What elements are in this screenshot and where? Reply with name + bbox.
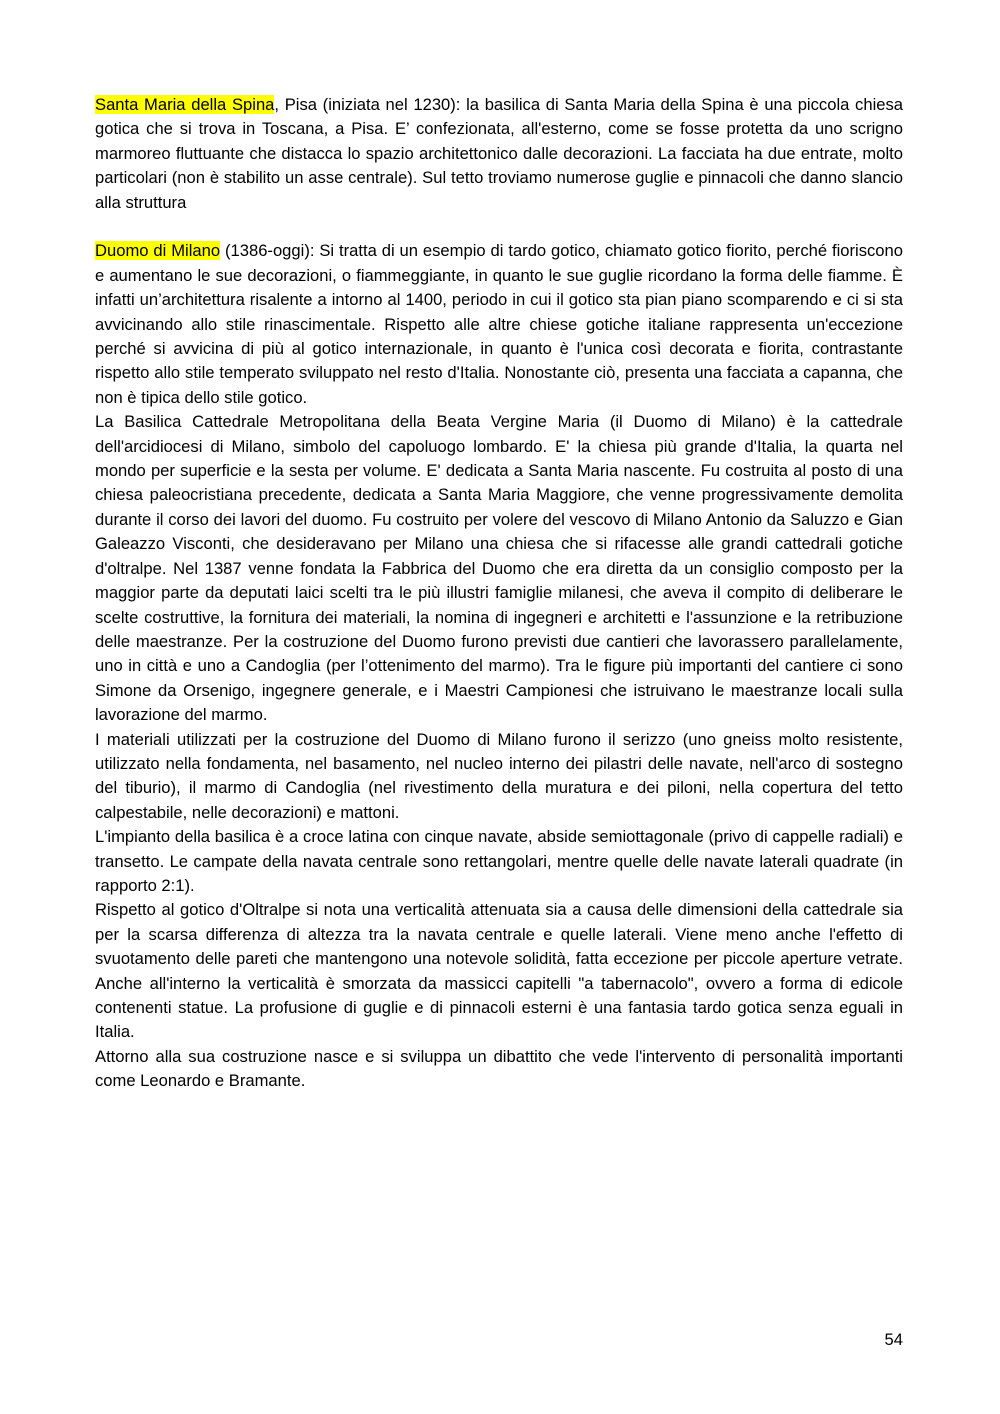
paragraph-impianto: L'impianto della basilica è a croce latina con cinque navate, abside semiottagonale (privo di cappelle radiali) e transetto. Le campate della navata centrale sono rettangolari, mentre quelle delle navate laterali quadrate (in rapporto 2:1). [95, 827, 903, 895]
highlighted-term: Santa Maria della Spina [95, 95, 275, 114]
document-body [95, 93, 903, 1094]
paragraph-santa-maria-della-spina [95, 93, 903, 215]
paragraph-text: (1386-oggi): Si tratta di un esempio di tardo gotico, chiamato gotico fiorito, perché fioriscono e aumentano le sue decorazioni, o fiammeggiante, in quanto le sue guglie ricordano la forma delle fiamme. È infatti un’architettura risalente a intorno al 1400, periodo in cui il gotico sta pian piano scomparendo e ci si sta avvicinando allo stile rinascimentale. Rispetto alle altre chiese gotiche italiane rappresenta un'eccezione perché si avvicina di più al gotico internazionale, in quanto è l'unica così decorata e fiorita, contrastante rispetto allo stile temperato sviluppato nel resto d'Italia. Nonostante ciò, presenta una facciata a capanna, che non è tipica dello stile gotico. [95, 241, 903, 407]
paragraph-duomo-di-milano [95, 239, 903, 410]
paragraph-verticalita: Rispetto al gotico d'Oltralpe si nota una verticalità attenuata sia a causa delle dimensioni della cattedrale sia per la scarsa differenza di altezza tra la navata centrale e quelle laterali. Viene meno anche l'effetto di svuotamento delle pareti che mantengono una notevole solidità, fatta eccezione per piccole aperture vetrate. Anche all'interno la verticalità è smorzata da massicci capitelli "a tabernacolo", ovvero a forma di edicole contenenti statue. La profusione di guglie e di pinnacoli esterni è una fantasia tardo gotica senza eguali in Italia. [95, 900, 903, 1042]
highlighted-term: Duomo di Milano [95, 241, 221, 261]
paragraph-spacer [95, 215, 903, 239]
paragraph-text: , Pisa (iniziata nel 1230): la basilica di Santa Maria della Spina è una piccola chiesa gotica che si trova in Toscana, a Pisa. E’ confezionata, all'esterno, come se fosse protetta da uno scrigno marmoreo fluttuante che distacca lo spazio architettonico dalle decorazioni. La facciata ha due entrate, molto particolari (non è stabilito un asse centrale). Sul tetto troviamo numerose guglie e pinnacoli che danno slancio alla struttura [95, 95, 904, 212]
paragraph-basilica-cattedrale: La Basilica Cattedrale Metropolitana della Beata Vergine Maria (il Duomo di Milano) è la cattedrale dell'arcidiocesi di Milano, simbolo del capoluogo lombardo. E' la chiesa più grande d'Italia, la quarta nel mondo per superficie e la sesta per volume. E' dedicata a Santa Maria nascente. Fu costruita al posto di una chiesa paleocristiana precedente, dedicata a Santa Maria Maggiore, che venne progressivamente demolita durante il corso dei lavori del duomo. Fu costruito per volere del vescovo di Milano Antonio da Saluzzo e Gian Galeazzo Visconti, che desideravano per Milano una chiesa che si rifacesse alle grandi cattedrali gotiche d'oltralpe. Nel 1387 venne fondata la Fabbrica del Duomo che era diretta da un consiglio composto per la maggior parte da deputati laici scelti tra le più illustri famiglie milanesi, che aveva il compito di deliberare le scelte costruttive, la fornitura dei materiali, la nomina di ingegneri e architetti e l'assunzione e la retribuzione delle maestranze. Per la costruzione del Duomo furono previsti due cantieri che lavorassero parallelamente, uno in città e uno a Candoglia (per l’ottenimento del marmo). Tra le figure più importanti del cantiere ci sono Simone da Orsenigo, ingegnere generale, e i Maestri Campionesi che istruivano le maestranze locali sulla lavorazione del marmo. [95, 412, 903, 725]
paragraph-dibattito: Attorno alla sua costruzione nasce e si sviluppa un dibattito che vede l'intervento di personalità importanti come Leonardo e Bramante. [95, 1046, 903, 1091]
paragraph-materiali: I materiali utilizzati per la costruzione del Duomo di Milano furono il serizzo (uno gneiss molto resistente, utilizzato nella fondamenta, nel basamento, nel nucleo interno dei pilastri delle navate, nell'arco di sostegno del tiburio), il marmo di Candoglia (nel rivestimento della muratura e dei piloni, nella copertura del tetto calpestabile, nelle decorazioni) e mattoni. [95, 729, 903, 822]
page-number: 54 [884, 1330, 903, 1349]
